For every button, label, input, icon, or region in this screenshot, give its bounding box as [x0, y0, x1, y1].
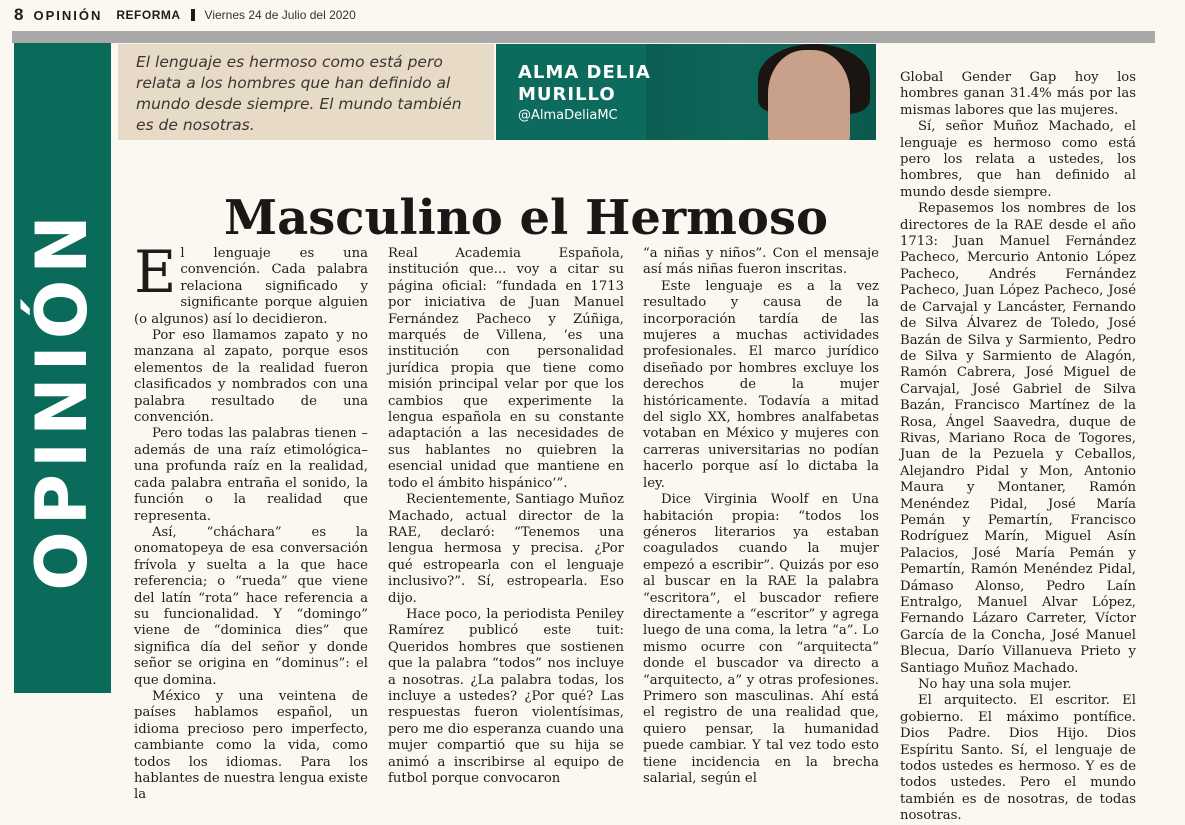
paragraph: Sí, señor Muñoz Machado, el lenguaje es hermoso como está pero los relata a ustedes, los hombres, que han definido al mundo desde siempre.	[900, 119, 1136, 200]
paragraph: “a niñas y niños”. Con el mensaje así más niñas fueron inscritas.	[643, 246, 879, 278]
paragraph: Por eso llamamos zapato y no manzana al zapato, porque esos elementos de la realidad fueron clasificados y nombrados con una palabra resultado de una convención.	[134, 328, 368, 426]
header-rule	[12, 31, 1155, 43]
paragraph: Pero todas las palabras tienen –además de una raíz etimológica– una profunda raíz en la realidad, cada palabra entraña el sonido, la función o la realidad que representa.	[134, 426, 368, 524]
pull-quote-box	[118, 44, 494, 140]
paragraph: México y una veintena de países hablamos español, un idioma precioso pero imperfecto, cambiante como la vida, como todos los idiomas. Para los hablantes de nuestra lengua existe la	[134, 688, 368, 803]
pull-quote: El lenguaje es hermoso como está pero relata a los hombres que han definido al mundo desde siempre. El mundo también es de nosotras.	[136, 53, 462, 134]
page-number: 8	[14, 5, 24, 24]
paragraph: Hace poco, la periodista Peniley Ramírez publicó este tuit: Queridos hombres que sostienen que la palabra “todos” nos incluye a nosotras. ¿La palabra todas, los incluye a ustedes? ¿Por qué? Las respuestas fueron violentísimas, pero me dio esperanza cuando una mujer compartió que su hija se animó a inscribirse al equipo de futbol porque convocaron	[388, 606, 624, 786]
author-photo	[768, 50, 850, 140]
article-column-2	[388, 246, 624, 787]
paragraph: Dice Virginia Woolf en Una habitación propia: “todos los géneros literarios ya estaban coagulados cuando la mujer empezó a escribir”. Quizás por eso al buscar en la RAE la palabra “escritora”, el buscador refiere directamente a “escritor” y agrega luego de una coma, la letra “a”. Lo mismo ocurre con “arquitecta” donde el buscador va directo a “arquitecto, a” y otras profesiones. Primero son masculinas. Ahí está el registro de una realidad que, quiero pensar, la humanidad puede cambiar. Y tal vez todo esto tiene incidencia en la brecha salarial, según el	[643, 492, 879, 786]
header-separator	[191, 9, 195, 21]
author-name-line2: MURILLO	[518, 84, 616, 105]
publication-name: REFORMA	[116, 8, 181, 22]
article-column-1	[134, 238, 368, 804]
article-column-4	[900, 70, 1136, 825]
paragraph: Real Academia Española, institución que... voy a citar su página oficial: “fundada en 1713 por iniciativa de Juan Manuel Fernández Pacheco y Zúñiga, marqués de Villena, ‘es una institución con personalidad jurídica propia que tiene como misión principal velar por que los cambios que experimente la lengua española en su constante adaptación a las necesidades de sus hablantes no quiebren la esencial unidad que mantiene en todo el ámbito hispánico’”.	[388, 246, 624, 491]
article-column-3	[643, 246, 879, 787]
drop-cap: E	[134, 238, 177, 306]
section-name: OPINIÓN	[33, 7, 103, 23]
page-header	[0, 0, 1185, 30]
side-banner-label: OPINIÓN	[21, 209, 103, 591]
author-handle: @AlmaDeliaMC	[518, 108, 618, 123]
author-name-line1: ALMA DELIA	[518, 62, 651, 83]
author-name	[518, 62, 651, 106]
paragraph: No hay una sola mujer.	[918, 677, 1072, 693]
paragraph: Repasemos los nombres de los directores de la RAE desde el año 1713: Juan Manuel Fernández Pacheco, Mercurio Antonio López Pacheco, Andrés Fernández Pacheco, Juan López Pacheco, José de Carvajal y Lancáster, Fernando de Silva Álvarez de Toledo, José Bazán de Silva y Sarmiento, Pedro de Silva y Sarmiento de Alagón, Ramón Cabrera, José Miguel de Carvajal, José Gabriel de Silva Bazán, Francisco Martínez de la Rosa, Ángel Saavedra, duque de Rivas, Mariano Roca de Togores, Juan de la Pezuela y Ceballos, Alejandro Pidal y Mon, Antonio Maura y Montaner, Ramón Menéndez Pidal, José María Pemán y Pemartín, Francisco Rodríguez Marín, Miguel Asín Palacios, José María Pemán y Pemartín, Ramón Menéndez Pidal, Dámaso Alonso, Pedro Laín Entralgo, Manuel Alvar López, Fernando Lázaro Carreter, Víctor García de la Concha, José Manuel Blecua, Darío Villanueva Prieto y Santiago Muñoz Machado.	[900, 201, 1136, 676]
paragraph	[134, 238, 368, 328]
paragraph-text: l lenguaje es una convención. Cada palabra relaciona significado y significante porque alguien (o algunos) así lo decidieron.	[134, 246, 368, 327]
paragraph: Global Gender Gap hoy los hombres ganan 31.4% más por las mismas labores que las mujeres.	[900, 70, 1136, 118]
paragraph: Recientemente, Santiago Muñoz Machado, actual director de la RAE, declaró: “Tenemos una lengua hermosa y precisa. ¿Por qué estropearla con el lenguaje inclusivo?”. Sí, estropearla. Eso dijo.	[388, 492, 624, 606]
publication-date: Viernes 24 de Julio del 2020	[204, 8, 356, 22]
paragraph: Este lenguaje es a la vez resultado y causa de la incorporación tardía de las mujeres a muchas actividades profesionales. El marco jurídico diseñado por hombres excluye los derechos de la mujer históricamente. Todavía a mitad del siglo XX, hombres analfabetas votaban en México y mujeres con carreras universitarias no podían hacerlo porque así lo dictaba la ley.	[643, 278, 879, 491]
article-title: Masculino el Hermoso	[224, 190, 828, 247]
paragraph: Así, “cháchara” es la onomatopeya de esa conversación frívola y suelta a la que hace referencia; o “rueda” que viene del latín “rota” hace referencia a su funcionalidad. Y “domingo” viene de “dominica dies” que significa día del señor y donde señor se origina en “dominus”: el que domina.	[134, 524, 368, 688]
paragraph: El arquitecto. El escritor. El gobierno. El máximo pontífice. Dios Padre. Dios Hijo. Dios Espíritu Santo. Sí, el lenguaje de todos ustedes es hermoso. Y es de todos ustedes. Pero el mundo también es de nosotras, de todas nosotras.	[900, 693, 1136, 824]
author-box	[496, 44, 876, 140]
